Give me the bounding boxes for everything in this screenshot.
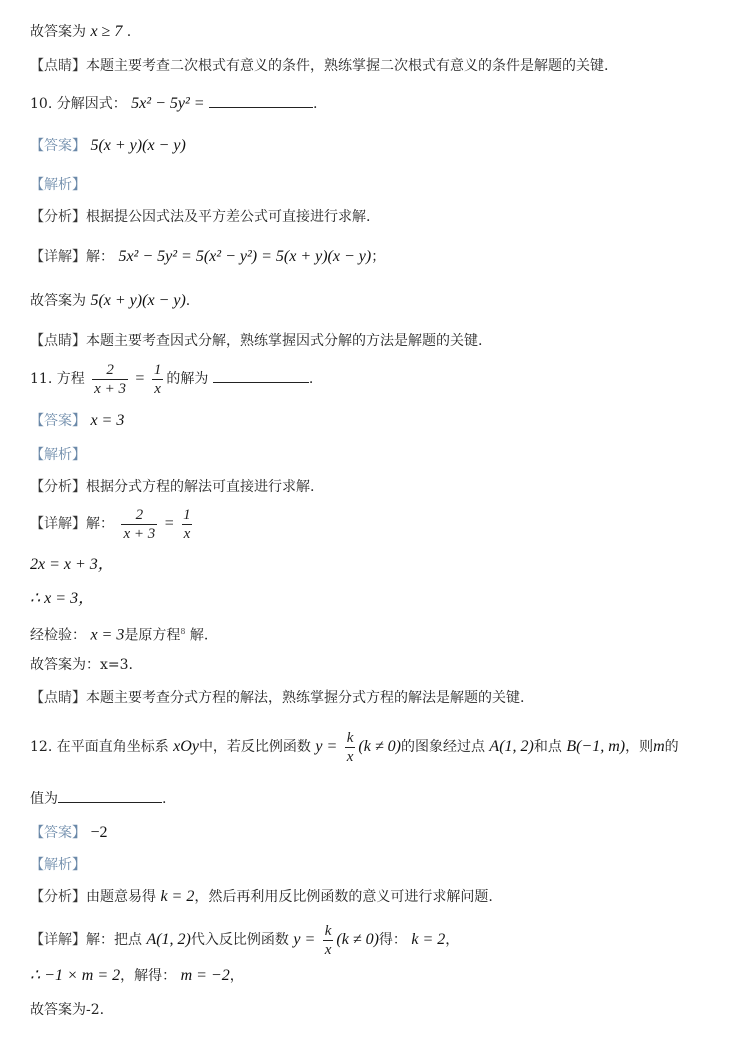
math-expression: k = 2 [160, 888, 195, 905]
answer-line [30, 22, 726, 42]
section-tag: 【答案】 [30, 138, 86, 154]
fraction [181, 506, 193, 543]
text: 本题主要考查二次根式有意义的条件，熟练掌握二次根式有意义的条件是解题的关键. [86, 58, 609, 74]
text: 代入反比例函数 [190, 932, 289, 948]
text: 得： [378, 932, 407, 948]
text: 中，若反比例函数 [198, 739, 311, 755]
math-expression: (k ≠ 0) [358, 738, 401, 755]
math-expression: (k ≠ 0) [336, 931, 379, 948]
text: 的解为 [166, 371, 209, 387]
analysis-heading [30, 855, 726, 875]
text: 故答案为-2. [30, 1002, 105, 1018]
analysis-heading [30, 445, 726, 465]
question-number: 11. 方程 [30, 371, 85, 387]
section-tag: 【答案】 [30, 413, 86, 429]
text: 和点 [533, 739, 562, 755]
text: ， [229, 968, 244, 984]
equals-sign: = [164, 515, 174, 532]
fraction [345, 729, 356, 766]
question-number: 10. 分解因式： [30, 96, 127, 112]
solution-step [30, 589, 726, 609]
question-12-continued [30, 788, 726, 809]
math-expression: y = [293, 931, 316, 948]
math-expression: m [653, 738, 665, 755]
math-expression: x = 3 [90, 626, 125, 644]
text: 故答案为 [30, 293, 86, 309]
text: 解：把点 [86, 932, 142, 948]
answer-blank [58, 788, 162, 803]
text: . [126, 24, 132, 40]
numerator: 2 [135, 506, 144, 523]
analysis-heading [30, 175, 726, 195]
detail-line [30, 247, 726, 267]
text: ，则 [625, 739, 654, 755]
text: 本题主要考查分式方程的解法，熟练掌握分式方程的解法是解题的关键. [86, 690, 525, 706]
question-11 [30, 358, 726, 400]
fraction [92, 361, 128, 398]
analysis-line [30, 477, 726, 497]
math-expression: xOy [173, 738, 199, 755]
denominator: x [154, 380, 161, 397]
point-b: B(−1, m) [566, 738, 626, 755]
denominator: x + 3 [123, 525, 156, 542]
text: 根据提公因式法及平方差公式可直接进行求解. [86, 209, 371, 225]
text: ，然后再利用反比例函数的意义可进行求解问题. [194, 889, 493, 905]
text: 的图象经过点 [400, 739, 485, 755]
text: . [308, 371, 314, 387]
numerator: k [346, 729, 354, 746]
question-10 [30, 93, 726, 114]
math-expression: −2 [90, 824, 108, 841]
solution-step [30, 555, 726, 575]
section-tag: 【点睛】 [30, 333, 86, 349]
analysis-line [30, 887, 726, 907]
numerator: 2 [106, 361, 114, 378]
math-expression: x ≥ 7 [90, 23, 123, 40]
text: 经检验： [30, 627, 86, 644]
section-tag: 【解析】 [30, 857, 86, 873]
text: . [162, 791, 167, 807]
text: 值为 [30, 791, 58, 807]
math-expression: ∴ x = 3， [30, 590, 95, 607]
math-expression: x = 3 [90, 412, 125, 429]
answer-line [30, 411, 726, 431]
fraction [121, 506, 157, 543]
math-expression: 5(x + y)(x − y) [90, 292, 186, 309]
text: 的 [664, 739, 679, 755]
analysis-line [30, 207, 726, 227]
math-expression: 5(x + y)(x − y) [90, 137, 186, 154]
section-tag: 【分析】 [30, 889, 86, 905]
numerator: k [324, 922, 332, 939]
section-tag: 【详解】 [30, 249, 86, 265]
question-number: 12. 在平面直角坐标系 [30, 739, 169, 755]
equals-sign: = [135, 370, 145, 387]
denominator: x [346, 748, 354, 765]
math-expression: 5x² − 5y² = [131, 95, 205, 112]
math-expression: ∴ −1 × m = 2 [30, 967, 121, 984]
text: 解. [189, 627, 209, 644]
text: ，解得： [120, 968, 177, 984]
section-tag: 【点睛】 [30, 58, 86, 74]
answer-line [30, 136, 726, 156]
text: 故答案为：x=3. [30, 657, 133, 673]
comment-line [30, 56, 726, 76]
point-a: A(1, 2) [489, 738, 534, 755]
text: 故答案为 [30, 24, 86, 40]
question-12 [30, 725, 726, 769]
section-tag: 【详解】 [30, 516, 86, 532]
section-tag: 【答案】 [30, 825, 86, 841]
numerator: 1 [183, 506, 191, 523]
text: 由题意易得 [86, 889, 156, 905]
text: 根据分式方程的解法可直接进行求解. [86, 479, 315, 495]
check-line [30, 622, 726, 646]
text: 是原方程 [124, 627, 181, 644]
section-tag: 【解析】 [30, 177, 86, 193]
section-tag: 【分析】 [30, 479, 86, 495]
answer-line [30, 823, 726, 843]
section-tag: 【分析】 [30, 209, 86, 225]
fraction [152, 361, 164, 398]
denominator: x + 3 [94, 380, 126, 397]
denominator: x [183, 525, 191, 542]
section-tag: 【解析】 [30, 447, 86, 463]
point-a: A(1, 2) [146, 931, 191, 948]
denominator: x [324, 941, 332, 958]
math-expression: m = −2 [180, 967, 230, 984]
section-tag: 【详解】 [30, 932, 86, 948]
text: ， [445, 932, 460, 948]
text: 解： [86, 249, 114, 265]
math-expression: 5x² − 5y² = 5(x² − y²) = 5(x + y)(x − y) [118, 248, 372, 265]
text: ； [371, 249, 386, 265]
text: 本题主要考查因式分解，熟练掌握因式分解的方法是解题的关键. [86, 333, 483, 349]
answer-line [30, 291, 726, 311]
answer-blank [209, 93, 313, 108]
math-expression: y = [315, 738, 338, 755]
answer-line [30, 655, 726, 675]
detail-line [30, 503, 726, 545]
comment-line [30, 331, 726, 351]
answer-blank [213, 368, 309, 383]
math-expression: k = 2 [411, 931, 446, 948]
numerator: 1 [153, 361, 162, 378]
solution-step [30, 966, 726, 986]
comment-line [30, 688, 726, 708]
answer-line [30, 1000, 726, 1020]
text: . [313, 96, 318, 112]
section-tag: 【点睛】 [30, 690, 86, 706]
text: 解： [86, 516, 114, 532]
math-expression: 2x = x + 3， [30, 556, 114, 573]
text: . [185, 293, 191, 309]
detail-line [30, 918, 726, 962]
fraction [323, 922, 334, 959]
superscript-mark: 8 [180, 627, 186, 636]
